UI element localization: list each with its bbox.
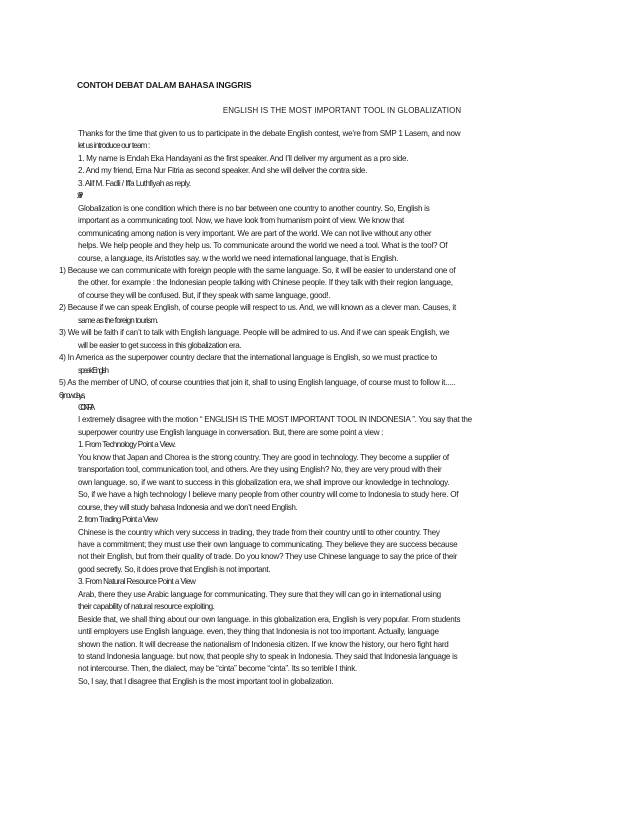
body-text-line: Beside that, we shall thing about our own language. in this globalization era, English is very popular. From students	[78, 614, 461, 624]
body-text-line: good secretly. So, it does prove that English is not important.	[78, 564, 271, 574]
body-text-line: until employers use English language. even, they thing that Indonesia is not too important. Actually, language	[78, 627, 439, 637]
body-text-line: I extremely disagree with the motion “ ENGLISH IS THE MOST IMPORTANT TOOL IN INDONESIA ”. You say that the	[78, 415, 472, 425]
body-text-line: have a commitment; they must use their own language to communicating. They believe they are success because	[78, 539, 458, 549]
body-text-line: So, if we have a high technology I believe many people from other country will come to Indonesia to study here. Of	[78, 490, 459, 500]
body-text-line: communicating among nation is very important. We are part of the world. We can not live without any other	[78, 228, 432, 238]
body-text-line: So, I say, that I disagree that English is the most important tool in globalization.	[78, 676, 334, 686]
document-body	[0, 128, 638, 688]
body-text-line: to stand Indonesia language. but now, that people shy to speak in Indonesia. They said that Indonesia language is	[78, 652, 458, 662]
numbered-point-line: 5) As the member of UNO, of course countries that join it, shall to using English language, of course must to follow it.....	[59, 378, 456, 388]
body-text-line: superpower country use English language in conversation. But, there are some point a view :	[78, 427, 384, 437]
body-text-line: course, they will study bahasa Indonesia and we don’t need English.	[78, 502, 298, 512]
body-text-line: 2. And my friend, Erna Nur Fitria as second speaker. And she will deliver the contra side.	[78, 166, 368, 176]
body-text-line: not intercourse. Then, the dialect, may be “cinta” become “cinta”. Its so terrible I think.	[78, 664, 357, 674]
body-text-line: Globalization is one condition which there is no bar between one country to another country. So, English is	[78, 203, 430, 213]
body-text-line: 2. from Trading Point a View	[78, 515, 158, 525]
body-text-line: same as the foreign tourism.	[78, 315, 158, 325]
body-text-line: You know that Japan and Chorea is the strong country. They are good in technology. They become a supplier of	[78, 452, 449, 462]
body-text-line: Chinese is the country which very success in trading, they trade from their country until to other country. They	[78, 527, 440, 537]
numbered-point-line: 2) Because if we can speak English, of course people will respect to us. And, we will known as a clever man. Causes, it	[59, 303, 456, 313]
body-text-line: 3. From Natural Resource Point a View	[78, 577, 196, 587]
document-subtitle: ENGLISH IS THE MOST IMPORTANT TOOL IN GLOBALIZATION	[222, 106, 462, 115]
body-text-line: will be easier to get success in this globalization era.	[78, 340, 242, 350]
body-text-line: course, a language, its Aristotles say. w the world we need international language, that is English.	[78, 253, 399, 263]
body-text-line: shown the nation. It will decrease the nationalism of Indonesia citizen. If we know the history, our hero fight hard	[78, 639, 449, 649]
body-text-line	[0, 190, 638, 202]
body-text-line: CONTRA	[78, 402, 92, 412]
body-text-line: their capability of natural resource exploiting.	[78, 602, 215, 612]
body-text-line: speak English	[78, 365, 108, 375]
body-text-line: important as a communicating tool. Now, we have look from humanism point of view. We know that	[78, 216, 404, 226]
body-text-line: transportation tool, communication tool, and others. Are they using English? No, they are very proud with their	[78, 465, 442, 475]
numbered-point-line: 4) In America as the superpower country declare that the international language is English, so we must practice to	[59, 353, 438, 363]
body-text-line: helps. We help people and they help us. To communicate around the world we need a tool. What is the tool? Of	[78, 241, 448, 251]
document-title: CONTOH DEBAT DALAM BAHASA INGGRIS	[77, 80, 252, 90]
numbered-point-line: 6) now days,	[59, 390, 84, 400]
numbered-point-line: 1) Because we can communicate with foreign people with the same language. So, it will be easier to understand one of	[59, 265, 456, 275]
numbered-point-line: 3) We will be faith if can’t to talk with English language. People will be admired to us. And if we can speak English, we	[59, 328, 450, 338]
body-text-line: the other. for example : the Indonesian people talking with Chinese people. If they talk with their region language,	[78, 278, 453, 288]
body-text-line: own language. so, if we want to success in this globalization era, we shall improve our knowledge in technology.	[78, 477, 450, 487]
body-text-line: let us introduce our team :	[78, 141, 150, 151]
body-text-line: not their English, but from their quality of trade. Do you know? They use Chinese language to say the price of their	[78, 552, 458, 562]
body-text-line: 1. From Technology Point a View.	[78, 440, 176, 450]
body-text-line: 1. My name is Endah Eka Handayani as the first speaker. And I’ll deliver my argument as a pro side.	[78, 153, 409, 163]
body-text-line: Arab, there they use Arabic language for communicating. They sure that they will can go in international using	[78, 589, 441, 599]
body-text-line: 3. Alif M. Fadli / Iffa Luthfiyah as reply.	[78, 178, 191, 188]
body-text-line: of course they will be confused. But, if they speak with same language, good!.	[78, 290, 331, 300]
body-text-line: Thanks for the time that given to us to participate in the debate English contest, we’re from SMP 1 Lasem, and now	[78, 129, 461, 138]
